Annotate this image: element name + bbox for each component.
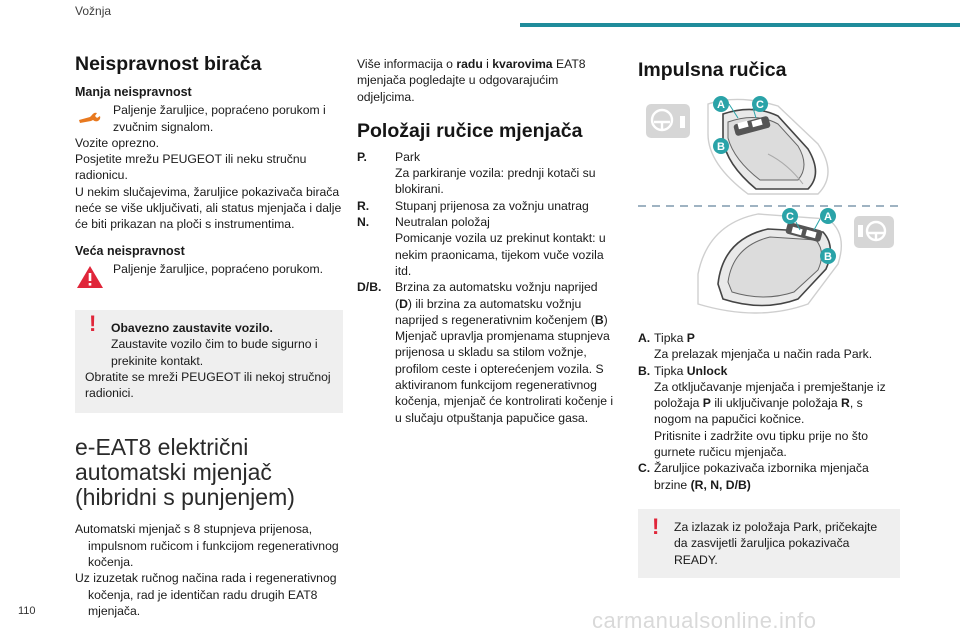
major-fault-warning xyxy=(75,261,343,290)
svg-text:B: B xyxy=(824,251,832,263)
intro-paragraph: Više informacija o radu i kvarovima EAT8 mjenjača pogledajte u odgovarajućim odjeljcima. xyxy=(357,57,586,104)
running-header: Vožnja xyxy=(75,4,112,18)
park-ready-text: Za izlazak iz položaja Park, pričekajte da zasvijetli žaruljica pokazivača READY. xyxy=(674,519,878,567)
steering-wheel-icon-top xyxy=(646,104,690,138)
callout-a-bottom xyxy=(820,208,836,224)
column-3 xyxy=(638,56,900,578)
legend-item-b: B. Tipka Unlock Za otključavanje mjenjača i premještanje iz položaja P ili uključivanje položaja R, s nogom na papučici kočnice. Pritisnite i zadržite ovu tipku prije no što gurnete ručicu mjenjača. xyxy=(638,363,886,460)
svg-text:C: C xyxy=(756,99,764,111)
warning-triangle-icon xyxy=(75,264,105,290)
wrench-icon xyxy=(75,105,105,131)
minor-line-1: Vozite oprezno. xyxy=(75,135,160,150)
park-ready-notice xyxy=(638,509,900,578)
list-item: D/B. Brzina za automatsku vožnju naprijed (D) ili brzina za automatsku vožnju naprijed s regenerativnim kočenjem (B) Mjenjač upravlja promjenama stupnjeva prijenosa u skladu sa stilom vožnje, profilom ceste i opterećenjem vozila. S aktiviranom funkcijom regenerativnog kočenja, mjenjač će kontrolirati kočenje i u slučaju otpuštanja papučice gasa. xyxy=(357,280,614,425)
list-item: R. Stupanj prijenosa za vožnju unatrag xyxy=(357,198,589,213)
list-item: P. Park Za parkiranje vozila: prednji kotači su blokirani. xyxy=(357,149,596,197)
watermark: carmanualsonline.info xyxy=(592,608,817,633)
legend-item-c: C. Žaruljice pokazivača izbornika mjenjača brzine (R, N, D/B) xyxy=(638,461,869,492)
section-title-impulse-lever: Impulsna ručica xyxy=(638,59,787,81)
svg-text:A: A xyxy=(824,211,832,223)
callout-b-top xyxy=(713,138,729,154)
svg-text:A: A xyxy=(717,99,725,111)
section-title-eat8: e-EAT8 električni automatski mjenjač (hibridni s punjenjem) xyxy=(75,434,295,511)
lever-positions-list xyxy=(357,149,615,426)
callout-legend xyxy=(638,330,900,493)
legend-item-a: A. Tipka P Za prelazak mjenjača u način rada Park. xyxy=(638,331,873,362)
notice-line-1: Zaustavite vozilo čim to bude sigurno i prekinite kontakt. xyxy=(111,337,318,368)
minor-warning-text: Paljenje žaruljice, popraćeno porukom i zvučnim signalom. xyxy=(113,103,326,134)
eat8-paragraph-2: Uz izuzetak ručnog načina rada i regenerativnog kočenja, rad je identičan radu drugih EAT8 mjenjača. xyxy=(75,571,337,618)
page-number: 110 xyxy=(18,605,36,617)
callout-b-bottom xyxy=(820,248,836,264)
eat8-paragraph-1: Automatski mjenjač s 8 stupnjeva prijenosa, impulsnom ručicom i funkcijom regenerativnog kočenja. xyxy=(75,522,339,570)
minor-line-2: Posjetite mrežu PEUGEOT ili neku stručnu radionicu. xyxy=(75,152,307,183)
svg-text:B: B xyxy=(717,141,725,153)
minor-fault-warning xyxy=(75,102,343,135)
section-title-selector-fault: Neispravnost birača xyxy=(75,53,262,75)
gear-lever-drawing xyxy=(638,94,900,322)
major-warning-text: Paljenje žaruljice, popraćeno porukom. xyxy=(113,261,324,276)
minor-fault-heading: Manja neispravnost xyxy=(75,85,192,99)
column-1 xyxy=(75,52,343,619)
stop-vehicle-notice xyxy=(75,310,343,413)
minor-line-3: U nekim slučajevima, žaruljice pokazivača birača neće se više uključivati, ali status mjenjača i dalje će biti prikazan na ploči s instrumentima. xyxy=(75,184,342,232)
major-fault-heading: Veća neispravnost xyxy=(75,243,185,258)
column-2 xyxy=(357,56,615,426)
header-accent-bar xyxy=(520,23,960,27)
section-title-lever-positions: Položaji ručice mjenjača xyxy=(357,119,583,142)
steering-wheel-icon-bottom xyxy=(854,216,894,248)
list-item: N. Neutralan položaj Pomicanje vozila uz prekinut kontakt: u nekim praonicama, tijekom vuče vozila itd. xyxy=(357,215,606,278)
exclamation-icon: ! xyxy=(89,310,97,336)
svg-text:C: C xyxy=(786,211,794,223)
notice-bold-text: Obavezno zaustavite vozilo. xyxy=(111,320,273,335)
callout-c-bottom xyxy=(782,208,798,224)
callout-c-top xyxy=(752,96,768,112)
callout-a-top xyxy=(713,96,729,112)
impulse-lever-illustration xyxy=(638,94,900,322)
notice-line-2: Obratite se mreži PEUGEOT ili nekoj stručnoj radionici. xyxy=(85,369,331,401)
exclamation-icon: ! xyxy=(652,513,660,539)
